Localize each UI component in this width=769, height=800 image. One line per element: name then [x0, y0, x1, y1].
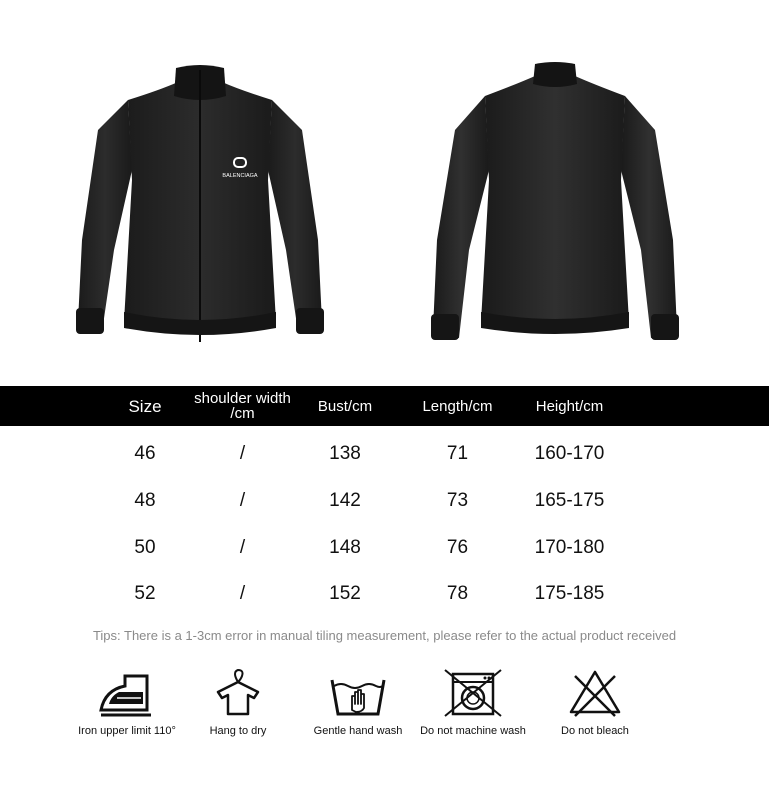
header-size: Size	[128, 396, 162, 416]
jacket-front-image	[70, 60, 330, 350]
header-shoulder-width: shoulder width /cm	[194, 390, 291, 422]
cell-height: 170-180	[534, 537, 605, 558]
care-label: Gentle hand wash	[313, 725, 403, 737]
table-row	[0, 479, 769, 523]
cell-shoulder: /	[239, 443, 246, 464]
care-item-iron	[72, 668, 182, 741]
care-label: Iron upper limit 110°	[78, 725, 176, 737]
cell-bust: 152	[329, 583, 361, 604]
cell-bust: 148	[329, 537, 361, 558]
product-photos	[0, 0, 769, 385]
size-table-header	[0, 386, 769, 426]
table-row	[0, 526, 769, 570]
care-label: Do not machine wash	[420, 725, 526, 737]
care-item-hang-dry	[183, 668, 293, 741]
iron-icon	[97, 668, 157, 718]
cell-length: 71	[446, 443, 469, 464]
cell-length: 76	[446, 537, 469, 558]
cell-height: 175-185	[534, 583, 605, 604]
brand-logo-text: BALENCIAGA	[222, 173, 258, 179]
care-label: Hang to dry	[209, 725, 267, 737]
cell-bust: 138	[329, 443, 361, 464]
cell-length: 78	[446, 583, 469, 604]
care-label: Do not bleach	[561, 725, 629, 737]
header-length: Length/cm	[422, 397, 493, 415]
cell-size: 50	[134, 537, 156, 558]
cell-length: 73	[446, 490, 469, 511]
table-row	[0, 572, 769, 616]
cell-size: 52	[134, 583, 156, 604]
no-bleach-icon	[565, 668, 625, 718]
hand-wash-icon	[328, 668, 388, 718]
header-height: Height/cm	[535, 397, 604, 415]
cell-shoulder: /	[239, 490, 246, 511]
table-row	[0, 432, 769, 476]
measurement-tips: Tips: There is a 1-3cm error in manual tiling measurement, please refer to the actual product received	[92, 628, 677, 643]
cell-size: 48	[134, 490, 156, 511]
cell-height: 160-170	[534, 443, 605, 464]
care-item-hand-wash	[303, 668, 413, 741]
cell-height: 165-175	[534, 490, 605, 511]
no-machine-wash-icon	[443, 668, 503, 718]
care-item-no-bleach	[540, 668, 650, 741]
cell-size: 46	[134, 443, 156, 464]
cell-bust: 142	[329, 490, 361, 511]
cell-shoulder: /	[239, 537, 246, 558]
jacket-back-image	[425, 60, 685, 350]
care-item-no-machine-wash	[418, 668, 528, 741]
cell-shoulder: /	[239, 583, 246, 604]
hang-dry-icon	[208, 668, 268, 718]
header-bust: Bust/cm	[317, 397, 373, 415]
